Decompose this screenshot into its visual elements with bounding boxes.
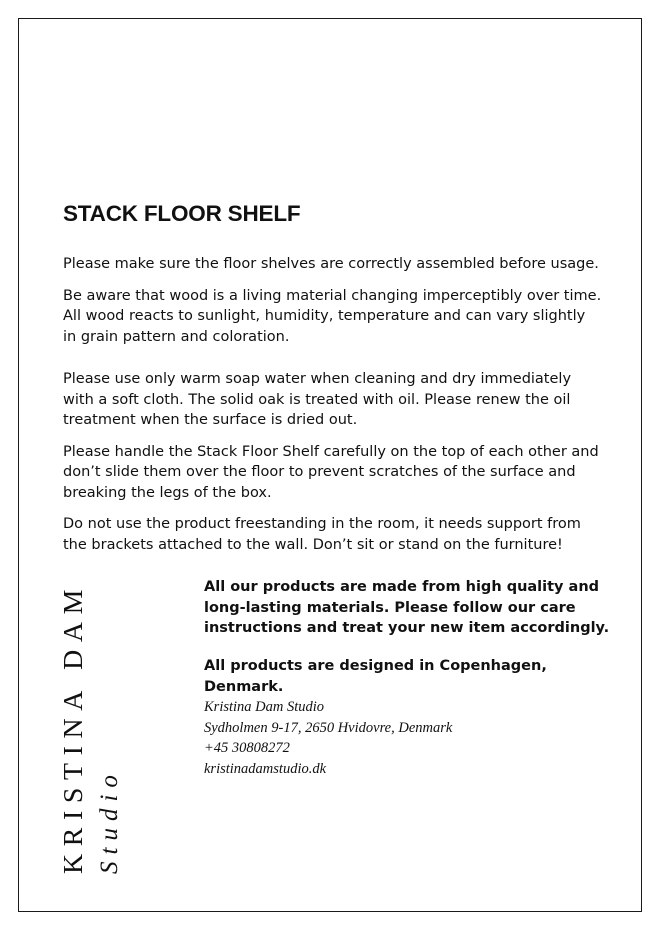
brand-logo	[58, 578, 128, 874]
care-note-line: All our products are made from high quality and	[204, 579, 600, 595]
paragraph-wood: Be aware that wood is a living material changing imperceptibly over time. All wood reacts to sunlight, humidity, temperature and can vary slightly in grain pattern and coloration.	[63, 287, 602, 345]
designed-note: All products are designed in Copenhagen, Denmark.	[204, 658, 547, 695]
care-note-line: long-lasting materials. Please follow our care	[204, 599, 576, 616]
website: kristinadamstudio.dk	[204, 760, 327, 777]
contact-block	[204, 697, 452, 779]
paragraph-handling: Please handle the Stack Floor Shelf carefully on the top of each other and don’t slide them over the floor to prevent scratches of the surface and breaking the legs of the box.	[63, 443, 599, 501]
paragraph-cleaning: Please use only warm soap water when cleaning and dry immediately with a soft cloth. The solid oak is treated with oil. Please renew the oil treatment when the surface is dried out.	[63, 371, 572, 428]
care-note-line: instructions and treat your new item accordingly.	[204, 620, 610, 636]
care-note	[204, 577, 614, 639]
paragraph-support: Do not use the product freestanding in the room, it needs support from the brackets attached to the wall. Don’t sit or stand on the furniture!	[63, 516, 581, 553]
address: Sydholmen 9-17, 2650 Hvidovre, Denmark	[204, 719, 453, 736]
page-title: STACK FLOOR SHELF	[63, 201, 301, 226]
logo-studio: Studio	[96, 768, 123, 874]
phone: +45 30808272	[204, 740, 290, 756]
logo-name: KRISTINA DAM	[58, 590, 88, 874]
logo-svg	[58, 578, 128, 874]
company-name: Kristina Dam Studio	[204, 699, 325, 715]
care-instructions	[63, 200, 603, 566]
paragraph-assembly: Please make sure the floor shelves are correctly assembled before usage.	[63, 256, 599, 272]
